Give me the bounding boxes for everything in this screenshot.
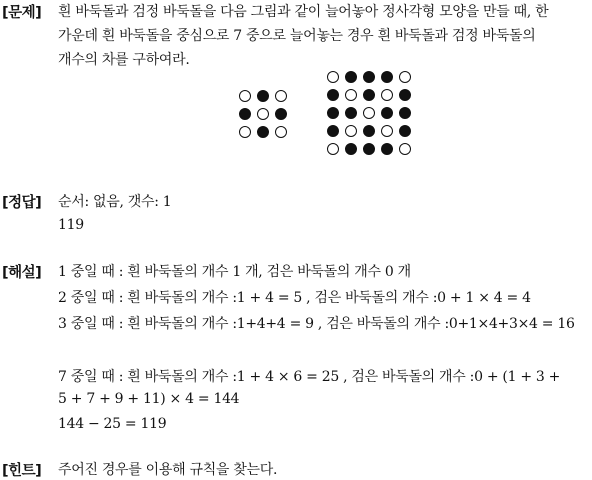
answer-line-1: 순서: 없음, 갯수: 1: [58, 194, 172, 210]
white-stone: [399, 71, 411, 83]
black-stone: [399, 107, 411, 119]
black-stone: [381, 143, 393, 155]
white-stone: [327, 143, 339, 155]
black-stone: [363, 125, 375, 137]
problem-line-3: 개수의 차를 구하여라.: [58, 52, 190, 68]
black-stone: [275, 108, 287, 120]
white-stone: [399, 143, 411, 155]
black-stone: [327, 107, 339, 119]
white-stone: [239, 90, 251, 102]
figure-5x5: [327, 71, 415, 159]
white-stone: [239, 126, 251, 138]
black-stone: [327, 125, 339, 137]
solution-line-5: 5 + 7 + 9 + 11) × 4 = 144: [58, 391, 240, 407]
black-stone: [399, 125, 411, 137]
black-stone: [345, 71, 357, 83]
black-stone: [363, 89, 375, 101]
white-stone: [345, 89, 357, 101]
problem-label: [문제]: [2, 5, 42, 21]
white-stone: [327, 71, 339, 83]
solution-label: [해설]: [2, 265, 42, 281]
black-stone: [257, 126, 269, 138]
solution-line-6: 144 − 25 = 119: [58, 416, 167, 432]
white-stone: [363, 107, 375, 119]
black-stone: [327, 89, 339, 101]
black-stone: [239, 108, 251, 120]
white-stone: [275, 126, 287, 138]
white-stone: [345, 125, 357, 137]
black-stone: [399, 89, 411, 101]
black-stone: [381, 107, 393, 119]
black-stone: [345, 143, 357, 155]
solution-line-3: 3 중일 때 : 흰 바둑돌의 개수 :1+4+4 = 9 , 검은 바둑돌의 개수 :0+1×4+3×4 = 16: [58, 316, 575, 332]
white-stone: [381, 125, 393, 137]
black-stone: [345, 107, 357, 119]
black-stone: [363, 71, 375, 83]
black-stone: [257, 90, 269, 102]
white-stone: [257, 108, 269, 120]
black-stone: [381, 71, 393, 83]
answer-label: [정답]: [2, 195, 42, 211]
white-stone: [275, 90, 287, 102]
hint-line-1: 주어진 경우를 이용해 규칙을 찾는다.: [58, 462, 278, 478]
white-stone: [381, 89, 393, 101]
figure-3x3: [239, 90, 289, 140]
problem-line-2: 가운데 흰 바둑돌을 중심으로 7 중으로 늘어놓는 경우 흰 바둑돌과 검정 바둑돌의: [58, 28, 536, 44]
hint-label: [힌트]: [2, 463, 42, 479]
solution-line-2: 2 중일 때 : 흰 바둑돌의 개수 :1 + 4 = 5 , 검은 바둑돌의 개수 :0 + 1 × 4 = 4: [58, 290, 531, 306]
solution-line-4: 7 중일 때 : 흰 바둑돌의 개수 :1 + 4 × 6 = 25 , 검은 바둑돌의 개수 :0 + (1 + 3 +: [58, 369, 561, 385]
answer-value: 119: [58, 217, 84, 233]
solution-line-1: 1 중일 때 : 흰 바둑돌의 개수 1 개, 검은 바둑돌의 개수 0 개: [58, 264, 411, 280]
problem-line-1: 흰 바둑돌과 검정 바둑돌을 다음 그림과 같이 늘어놓아 정사각형 모양을 만들 때, 한: [58, 4, 549, 20]
black-stone: [363, 143, 375, 155]
